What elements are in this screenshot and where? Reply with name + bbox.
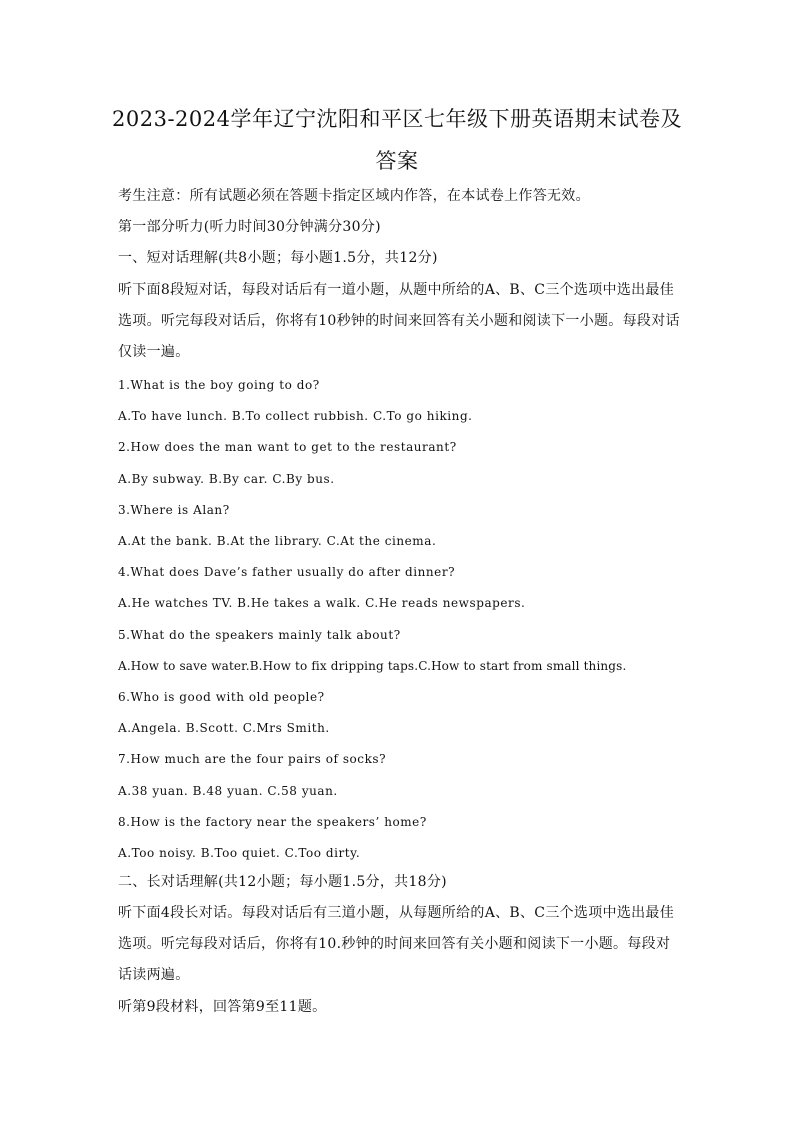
- page-title-line-1: 2023-2024学年辽宁沈阳和平区七年级下册英语期末试卷及: [112, 107, 682, 131]
- question-1: 1.What is the boy going to do?: [118, 378, 320, 392]
- section1-heading: 一、短对话理解(共8小题；每小题1.5分，共12分): [118, 250, 438, 266]
- section1-instructions-line-2: 选项。听完每段对话后，你将有10秒钟的时间来回答有关小题和阅读下一小题。每段对话: [118, 313, 680, 329]
- question-8: 8.How is the factory near the speakers’ home?: [118, 815, 427, 829]
- section2-heading: 二、长对话理解(共12小题；每小题1.5分，共18分): [118, 874, 447, 890]
- section2-subheading: 听第9段材料，回答第9至11题。: [118, 999, 327, 1015]
- question-6: 6.Who is good with old people?: [118, 690, 325, 704]
- question-3-options: A.At the bank. B.At the library. C.At the cinema.: [118, 534, 437, 548]
- question-8-options: A.Too noisy. B.Too quiet. C.Too dirty.: [118, 846, 361, 860]
- question-1-options: A.To have lunch. B.To collect rubbish. C.To go hiking.: [118, 409, 473, 423]
- question-3: 3.Where is Alan?: [118, 503, 230, 517]
- section2-instructions-line-3: 话读两遍。: [118, 967, 190, 983]
- section1-instructions-line-3: 仅读一遍。: [118, 344, 190, 360]
- question-5: 5.What do the speakers mainly talk about?: [118, 628, 401, 642]
- question-2-options: A.By subway. B.By car. C.By bus.: [118, 472, 335, 486]
- section1-instructions-line-1: 听下面8段短对话，每段对话后有一道小题，从题中所给的A、B、C三个选项中选出最佳: [118, 282, 675, 298]
- question-7: 7.How much are the four pairs of socks?: [118, 752, 387, 766]
- page-title-line-2: 答案: [375, 149, 419, 173]
- question-5-options: A.How to save water.B.How to fix dripping taps.C.How to start from small things.: [118, 659, 627, 673]
- question-6-options: A.Angela. B.Scott. C.Mrs Smith.: [118, 721, 330, 735]
- question-7-options: A.38 yuan. B.48 yuan. C.58 yuan.: [118, 784, 338, 798]
- section2-instructions-line-2: 选项。听完每段对话后，你将有10.秒钟的时间来回答有关小题和阅读下一小题。每段对: [118, 936, 671, 952]
- part1-heading: 第一部分听力(听力时间30分钟满分30分): [118, 219, 381, 235]
- section2-instructions-line-1: 听下面4段长对话。每段对话后有三道小题，从每题所给的A、B、C三个选项中选出最佳: [118, 905, 675, 921]
- exam-notice: 考生注意：所有试题必须在答题卡指定区域内作答，在本试卷上作答无效。: [118, 188, 590, 204]
- question-2: 2.How does the man want to get to the restaurant?: [118, 440, 457, 454]
- question-4-options: A.He watches TV. B.He takes a walk. C.He reads newspapers.: [118, 596, 526, 610]
- question-4: 4.What does Dave’s father usually do after dinner?: [118, 565, 456, 579]
